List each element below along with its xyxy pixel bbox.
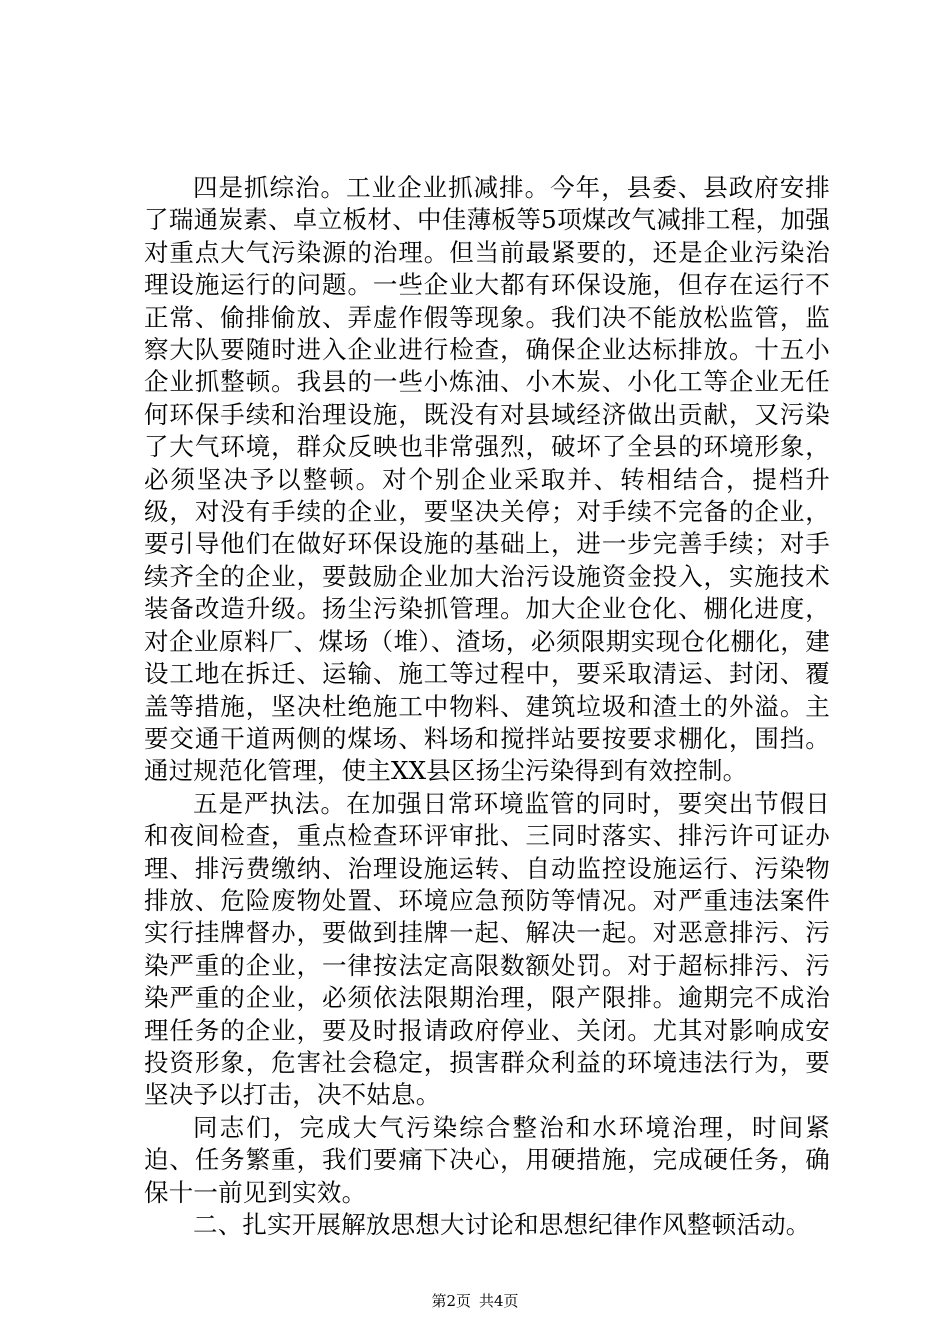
paragraph-section-two-heading: 二、扎实开展解放思想大讨论和思想纪律作风整顿活动。 [193,1210,811,1239]
paragraph-comrades: 同志们，完成大气污染综合整治和水环境治理，时间紧迫、任务繁重，我们要痛下决心，用硬措施，完成硬任务，确保十一前见到实效。 [144,1112,830,1207]
paragraph-strict-enforcement: 五是严执法。在加强日常环境监管的同时，要突出节假日和夜间检查，重点检查环评审批、三同时落实、排污许可证办理、排污费缴纳、治理设施运转、自动监控设施运行、污染物排放、危险废物处置、环境应急预防等情况。对严重违法案件实行挂牌督办，要做到挂牌一起、解决一起。对恶意排污、污染严重的企业，一律按法定高限数额处罚。对于超标排污、污染严重的企业，必须依法限期治理，限产限排。逾期完不成治理任务的企业，要及时报请政府停业、关闭。尤其对影响成安投资形象，危害社会稳定，损害群众利益的环境违法行为，要坚决予以打击，决不姑息。 [144,788,830,1110]
page-total: 共4页 [479,1292,519,1310]
document-body [144,172,830,1241]
page-number: 第2页 [431,1292,471,1310]
paragraph-comprehensive-governance: 四是抓综治。工业企业抓减排。今年，县委、县政府安排了瑞通炭素、卓立板材、中佳薄板等5项煤改气减排工程，加强对重点大气污染源的治理。但当前最紧要的，还是企业污染治理设施运行的问题。一些企业大都有环保设施，但存在运行不正常、偷排偷放、弄虚作假等现象。我们决不能放松监管，监察大队要随时进入企业进行检查，确保企业达标排放。十五小企业抓整顿。我县的一些小炼油、小木炭、小化工等企业无任何环保手续和治理设施，既没有对县域经济做出贡献，又污染了大气环境，群众反映也非常强烈，破坏了全县的环境形象，必须坚决予以整顿。对个别企业采取并、转相结合，提档升级，对没有手续的企业，要坚决关停；对手续不完备的企业，要引导他们在做好环保设施的基础上，进一步完善手续；对手续齐全的企业，要鼓励企业加大治污设施资金投入，实施技术装备改造升级。扬尘污染抓管理。加大企业仓化、棚化进度，对企业原料厂、煤场（堆）、渣场，必须限期实现仓化棚化，建设工地在拆迁、运输、施工等过程中，要采取清运、封闭、覆盖等措施，坚决杜绝施工中物料、建筑垃圾和渣土的外溢。主要交通干道两侧的煤场、料场和搅拌站要按要求棚化，围挡。通过规范化管理，使主XX县区扬尘污染得到有效控制。 [144,173,830,786]
page-footer [0,1291,950,1311]
